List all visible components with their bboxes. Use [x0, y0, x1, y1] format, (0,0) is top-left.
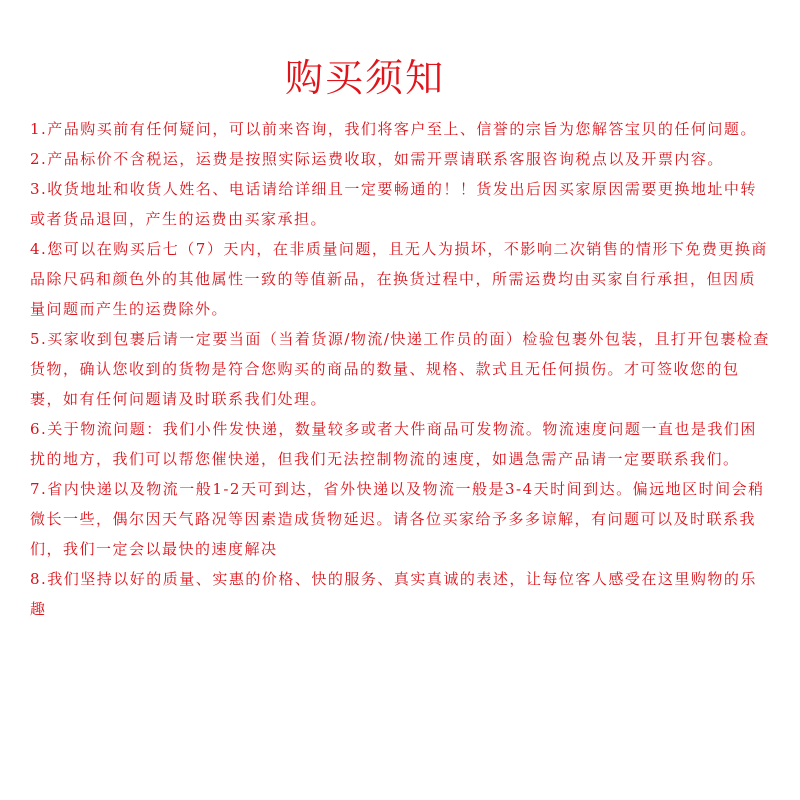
notice-item-2: 2.产品标价不含税运，运费是按照实际运费收取，如需开票请联系客服咨询税点以及开票内容。	[30, 150, 724, 168]
notice-item-6: 6.关于物流问题：我们小件发快递，数量较多或者大件商品可发物流。物流速度问题一直也是我们困扰的地方，我们可以帮您催快递，但我们无法控制物流的速度，如遇急需产品请一定要联系我们。	[30, 420, 757, 468]
notice-list	[30, 114, 770, 624]
notice-item-1: 1.产品购买前有任何疑问，可以前来咨询，我们将客户至上、信誉的宗旨为您解答宝贝的任何问题。	[30, 120, 757, 138]
notice-item-3: 3.收货地址和收货人姓名、电话请给详细且一定要畅通的！！货发出后因买家原因需要更换地址中转或者货品退回，产生的运费由买家承担。	[30, 180, 757, 228]
notice-item-4: 4.您可以在购买后七（7）天内，在非质量问题，且无人为损坏，不影响二次销售的情形下免费更换商品除尺码和颜色外的其他属性一致的等值新品，在换货过程中，所需运费均由买家自行承担，但因质量问题而产生的运费除外。	[30, 240, 768, 318]
notice-item-8: 8.我们坚持以好的质量、实惠的价格、快的服务、真实真诚的表述，让每位客人感受在这里购物的乐趣	[30, 570, 757, 618]
notice-item-7: 7.省内快递以及物流一般1-2天可到达，省外快递以及物流一般是3-4天时间到达。偏远地区时间会稍微长一些，偶尔因天气路况等因素造成货物延迟。请各位买家给予多多谅解，有问题可以及时联系我们，我们一定会以最快的速度解决	[30, 480, 765, 558]
notice-item-5: 5.买家收到包裹后请一定要当面（当着货源/物流/快递工作员的面）检验包裹外包装，且打开包裹检查货物，确认您收到的货物是符合您购买的商品的数量、规格、款式且无任何损伤。才可签收您的包裹，如有任何问题请及时联系我们处理。	[30, 330, 770, 408]
page-title: 购买须知	[284, 56, 445, 100]
